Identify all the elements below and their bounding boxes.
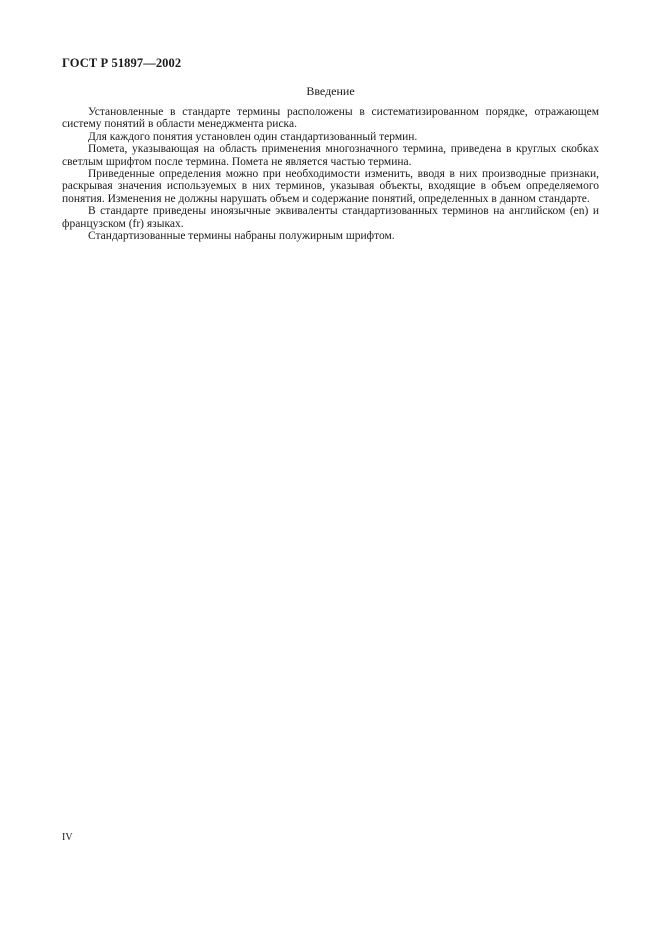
- page-number: IV: [62, 832, 73, 843]
- paragraph: Для каждого понятия установлен один стандартизованный термин.: [88, 130, 418, 143]
- paragraph: В стандарте приведены иноязычные эквиваленты стандартизованных терминов на английском (en) и французском (fr) языках.: [62, 205, 599, 230]
- document-header: ГОСТ Р 51897—2002: [62, 56, 182, 70]
- section-title: Введение: [306, 84, 355, 98]
- paragraph: Помета, указывающая на область применения многозначного термина, приведена в круглых скобках светлым шрифтом после термина. Помета не является частью термина.: [62, 143, 599, 168]
- paragraph: Установленные в стандарте термины расположены в систематизированном порядке, отражающем систему понятий в области менеджмента риска.: [62, 106, 599, 131]
- introduction-body: [62, 106, 599, 242]
- paragraph: Приведенные определения можно при необходимости изменить, вводя в них производные признаки, раскрывая значения используемых в них терминов, указывая объекты, входящие в объем определяемого понятия. Изменения не должны нарушать объем и содержание понятий, определенных в данном стандарте.: [62, 168, 599, 205]
- paragraph: Стандартизованные термины набраны полужирным шрифтом.: [88, 230, 395, 243]
